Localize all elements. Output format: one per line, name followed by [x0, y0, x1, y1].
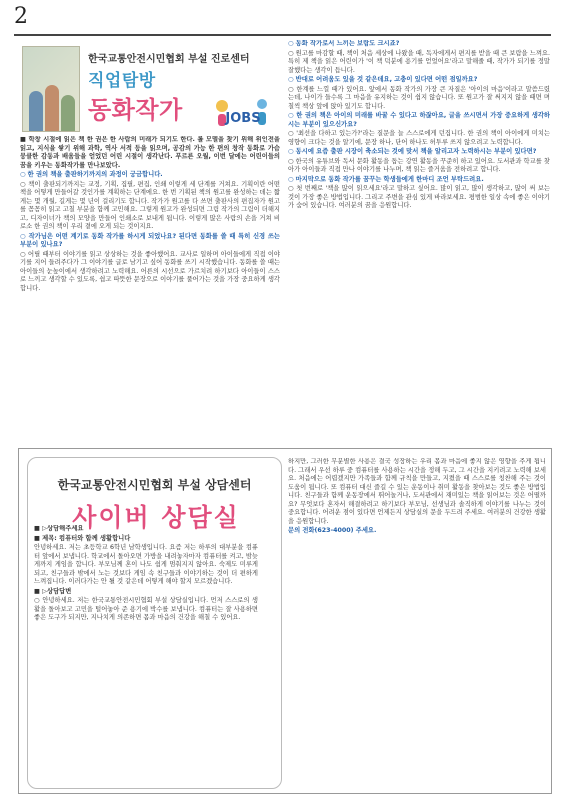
question-3: ○ 동화 작가로서 느끼는 보람도 크시죠?: [288, 40, 400, 47]
counseling-footer-note: 문의 전화(623-4000) 주세요.: [288, 527, 377, 534]
counseling-continued: 하지만, 그러한 무분별한 사용은 결국 성장하는 우리 몸과 마음에 좋지 않은 영향을 주게 됩니다. 그래서 우선 하루 중 컴퓨터를 사용하는 시간을 정해 두고, 그 시간을 지키려고 노력해 보세요. 처음에는 어렵겠지만 가족들과 함께 규칙을 만들고, 지켰을 때 스스로를 칭찬해 주는 것이 도움이 됩니다. 또 컴퓨터 대신 즐길 수 있는 운동이나 취미 활동을 찾아보는 것도 좋은 방법입니다. 친구들과 함께 운동장에서 뛰어놀거나, 도서관에서 재미있는 책을 읽어보는 것은 어떨까요? 무엇보다 혼자서 해결하려고 하기보다 부모님, 선생님과 솔직하게 이야기를 나누는 것이 중요합니다. 어려운 점이 있다면 언제든지 상담실의 문을 두드려 주세요. 여러분의 건강한 생활을 응원합니다.: [288, 458, 546, 525]
story-title: ■ 제목: 컴퓨터와 함께 생활합니다: [34, 534, 131, 542]
jobs-label: JOBS: [225, 111, 261, 126]
story-head: ■ ▷상담해주세요: [34, 525, 84, 532]
banner-title-line2: 동화작가: [88, 96, 183, 124]
page-number: 2: [14, 4, 28, 29]
answer-2: ○ 어릴 때부터 이야기를 읽고 상상하는 것을 좋아했어요. 교사로 일하며 아이들에게 직접 이야기를 지어 들려주다가 그 이야기를 글로 남기고 싶어 동화를 쓰기 시작했습니다. 동화를 쓸 때는 아이들의 눈높이에서 생각하려고 노력해요. 어른의 시선으로 가르치려 하기보다 아이들이 스스로 느끼고 생각할 수 있도록, 쉽고 따뜻한 문장으로 이야기를 풀어가는 것을 가장 중요하게 생각합니다.: [20, 250, 280, 292]
answer-5: ○ '최선을 다하고 있는가?'라는 질문을 늘 스스로에게 던집니다. 한 권의 책이 아이에게 미치는 영향이 크다는 것을 알기에, 문장 하나, 단어 하나도 허투루 쓰지 않으려고 노력합니다.: [288, 130, 550, 146]
question-1: ○ 한 권의 책을 출판하기까지의 과정이 궁금합니다.: [20, 171, 163, 178]
answer-6: ○ 한국의 유튜브와 독서 문화 활동을 돕는 강연 활동을 꾸준히 하고 있어요. 도서관과 학교를 찾아가 아이들과 직접 만나 이야기를 나누며, 책 읽는 즐거움을 전하려고 합니다.: [288, 157, 550, 173]
question-2: ○ 작가님은 어떤 계기로 동화 작가를 하시게 되었나요? 된다면 동화를 쓸 때 특히 신경 쓰는 부분이 있나요?: [20, 232, 280, 248]
answer-7: ○ 첫 번째로 '책을 많이 읽으세요'라고 말하고 싶어요. 많이 읽고, 많이 생각하고, 많이 써 보는 것이 가장 좋은 방법입니다. 그리고 주변을 관심 있게 바라보세요. 평범한 일상 속에 좋은 이야기가 숨어 있습니다. 여러분의 꿈을 응원합니다.: [288, 185, 550, 209]
banner-title-line1: 직업탐방: [88, 71, 156, 91]
counseling-title: 사이버 상담실: [72, 503, 240, 532]
top-divider: [14, 34, 551, 36]
author-photo: [22, 46, 80, 132]
counseling-question-column: [34, 525, 258, 787]
answer-3: ○ 원고를 마감할 때, 책이 처음 세상에 나왔을 때, 독자에게서 편지를 받을 때 큰 보람을 느껴요. 특히 제 책을 읽은 어린이가 '이 책 덕분에 용기를 얻었어요'라고 말해줄 때, 작가가 되기를 정말 잘했다는 생각이 듭니다.: [288, 49, 550, 74]
left-article-column: [20, 136, 280, 442]
right-article-column: [288, 40, 550, 442]
jobs-logo-icon: [210, 92, 276, 132]
question-7: ○ 마지막으로 동화 작가를 꿈꾸는 학생들에게 한마디 조언 부탁드려요.: [288, 175, 484, 183]
banner-org: 한국교통안전시민협회 부설 진로센터: [88, 54, 250, 65]
question-6: ○ 동시에 요즘 출판 시장이 축소되는 것에 맞서 책을 알리고자 노력하시는 부분이 있다면?: [288, 148, 537, 155]
story-text: 안녕하세요. 저는 초등학교 6학년 남학생입니다. 요즘 저는 하루의 대부분을 컴퓨터 앞에서 보냅니다. 학교에서 돌아오면 가방을 내려놓자마자 컴퓨터를 켜고, 밤늦게까지 게임을 합니다. 부모님께 혼이 나도 쉽게 멈춰지지 않아요. 숙제도 미루게 되고, 친구들과 밖에서 노는 것보다 게임 속 친구들과 이야기하는 것이 더 편하게 느껴집니다. 이러다가는 안 될 것 같은데 어떻게 해야 할지 모르겠습니다.: [34, 544, 258, 585]
article-intro: ■ 학창 시절에 읽은 책 한 권은 한 사람의 미래가 되기도 한다. 롤 모델을 찾기 위해 위인전을 읽고, 지식을 쌓기 위해 과학, 역사 서적 등을 읽으며, 공감의 가능 한 편의 창작 동화로 가슴 뭉클한 감동과 배움들을 얻었던 어린 시절이 생각난다. 푸르른 오월, 이번 달에는 어린이들의 꿈을 키우는 동화작가를 만나보았다.: [20, 136, 280, 169]
question-5: ○ 한 권의 책은 아이의 미래를 바꿀 수 있다고 하잖아요, 글을 쓰시면서 가장 중요하게 생각하시는 부분이 있으신가요?: [288, 112, 550, 128]
counseling-org: 한국교통안전시민협회 부설 상담센터: [57, 478, 252, 492]
answer-text: ○ 안녕하세요. 저는 한국교통안전시민협회 부설 상담실입니다. 먼저 스스로의 생활을 돌아보고 고민을 털어놓아 준 용기에 박수를 보냅니다. 컴퓨터는 잘 사용하면 좋은 도구가 되지만, 지나치게 의존하면 몸과 마음의 건강을 해칠 수 있어요.: [34, 597, 258, 621]
answer-4: ○ 한계를 느낄 때가 있어요. 앞에서 동화 작가의 가장 큰 자질은 '아이의 마음'이라고 말씀드렸는데, 나이가 들수록 그 마음을 유지하는 것이 쉽지 않습니다. 또 원고가 잘 써지지 않을 때면 며칠씩 책상 앞에 앉아 있기도 합니다.: [288, 85, 550, 110]
answer-head: ■ ▷상담답변: [34, 587, 72, 595]
answer-1: ○ 책이 출판되기까지는 교정, 기획, 집필, 편집, 인쇄 이렇게 세 단계를 거쳐요. 기획이란 어떤 책을 어떻게 만들어갈 것인가를 계획하는 단계에요. 한 번 기획된 책의 원고를 완성하는 데는 짧게는 몇 개월, 길게는 몇 년이 걸리기도 합니다. 작가가 원고를 다 쓰면 출판사의 편집자가 원고를 꼼꼼히 읽고 고칠 부분을 함께 고민해요. 그렇게 원고가 완성되면 그림 작가의 그림이 더해지고, 디자이너가 책의 모양을 만들어 인쇄소로 보내게 됩니다. 이렇게 많은 사람의 손을 거쳐 비로소 한 권의 책이 우리 곁에 오게 되는 것이지요.: [20, 180, 280, 230]
counseling-answer-column: [288, 458, 546, 790]
question-4: ○ 반대로 어려움도 있을 것 같은데요, 고충이 있다면 어떤 점일까요?: [288, 76, 478, 83]
header-banner: [22, 46, 280, 132]
